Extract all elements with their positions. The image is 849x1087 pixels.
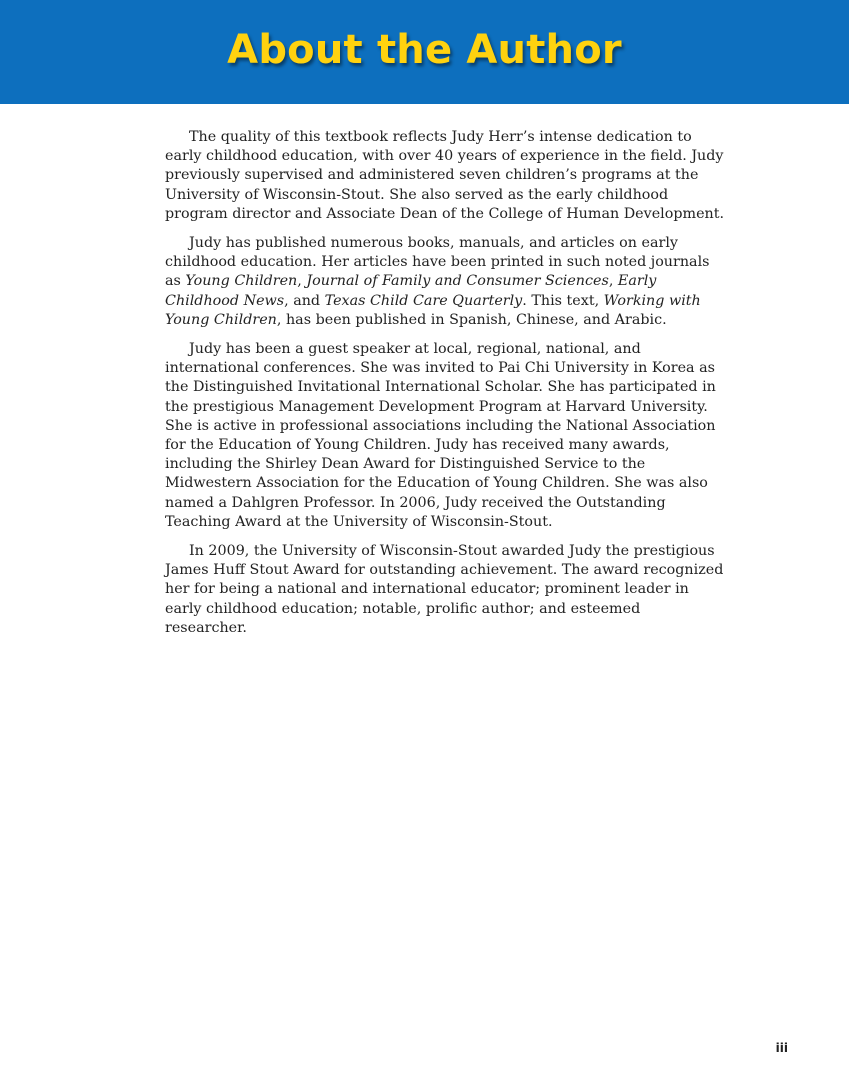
bio-paragraph [165,234,725,330]
bio-paragraph [165,128,725,224]
header-band [0,0,849,104]
paragraph-text: In 2009, the University of Wisconsin-Stout awarded Judy the prestigious James Huff Stout Award for outstanding achievement. The award recognized her for being a national and international educator; prominent leader in early childhood education; notable, prolific author; and esteemed researcher. [165,543,724,636]
paragraph-text: Judy has been a guest speaker at local, regional, national, and international conferences. She was invited to Pai Chi University in Korea as the Distinguished Invitational International Scholar. She has participated in the prestigious Management Development Program at Harvard University. She is active in professional associations including the National Association for the Education of Young Children. Judy has received many awards, including the Shirley Dean Award for Distinguished Service to the Midwestern Association for the Education of Young Children. She was also named a Dahlgren Professor. In 2006, Judy received the Outstanding Teaching Award at the University of Wisconsin-Stout. [165,341,716,530]
italic-title: Young Children [185,273,298,290]
paragraph-text: The quality of this textbook reflects Judy Herr’s intense dedication to early childhood education, with over 40 years of experience in the field. Judy previously supervised and administered seven children’s programs at the University of Wisconsin-Stout. She also served as the early childhood program director and Associate Dean of the College of Human Development. [165,129,725,222]
paragraph-text: , [297,273,307,290]
bio-paragraph [165,340,725,532]
paragraph-text: . This text, [522,292,604,309]
paragraph-text: , [608,273,618,290]
page-number: iii [775,1041,788,1055]
italic-title: Early Childhood News [165,273,657,309]
paragraph-text: Judy has published numerous books, manuals, and articles on early childhood education. Her articles have been printed in such noted journals as [165,235,710,290]
italic-title: Texas Child Care Quarterly [324,292,523,309]
italic-title: Working with Young Children [165,292,701,328]
paragraph-text: , and [284,292,325,309]
author-bio [165,128,725,648]
bio-paragraph [165,542,725,638]
page-title: About the Author [227,27,622,73]
italic-title: Journal of Family and Consumer Sciences [306,273,609,290]
paragraph-text: , has been published in Spanish, Chinese, and Arabic. [276,311,667,328]
